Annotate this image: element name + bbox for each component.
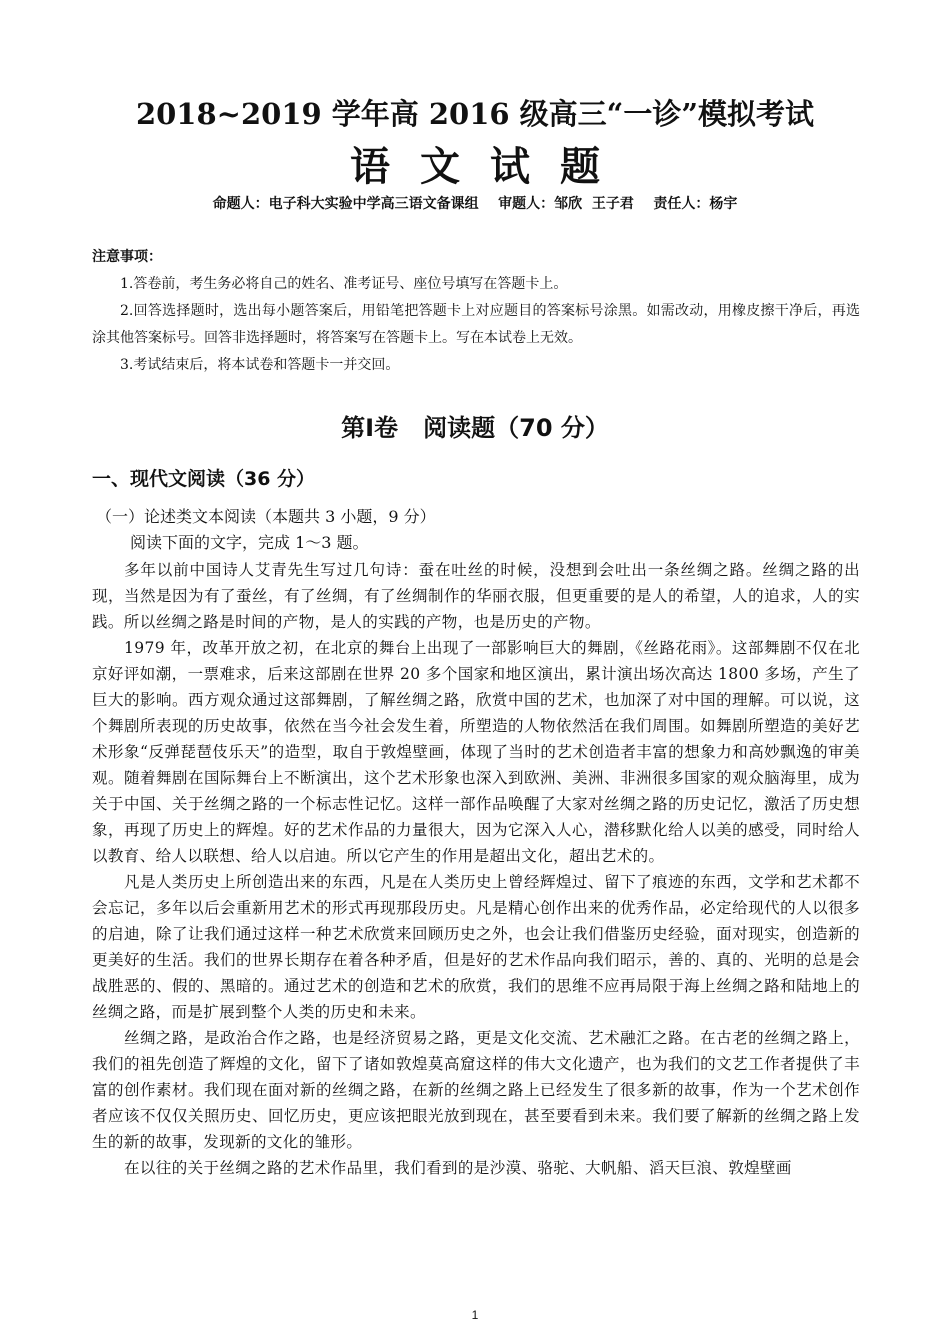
note-item: 2.回答选择题时，选出每小题答案后，用铅笔把答题卡上对应题目的答案标号涂黑。如需改动，用橡皮擦干净后，再选涂其他答案标号。回答非选择题时，将答案写在答题卡上。写在本试卷上无效。 [92,303,860,346]
notes-heading: 注意事项： [92,249,162,265]
section-title: 第Ⅰ卷 阅读题（70 分） [341,414,609,442]
passage-paragraph: 丝绸之路，是政治合作之路，也是经济贸易之路，更是文化交流、艺术融汇之路。在古老的丝绸之路上，我们的祖先创造了辉煌的文化，留下了诸如敦煌莫高窟这样的伟大文化遗产，也为我们的文艺工作者提供了丰富的创作素材。我们现在面对新的丝绸之路，在新的丝绸之路上已经发生了很多新的故事，作为一个艺术创作者应该不仅仅关照历史、回忆历史，更应该把眼光放到现在，甚至要看到未来。我们要了解新的丝绸之路上发生的新的故事，发现新的文化的雏形。 [92,1029,860,1151]
passage-paragraph: 多年以前中国诗人艾青先生写过几句诗：蚕在吐丝的时候，没想到会吐出一条丝绸之路。丝绸之路的出现，当然是因为有了蚕丝，有了丝绸，有了丝绸制作的华丽衣服，但更重要的是人的希望，人的追求，人的实践。所以丝绸之路是时间的产物，是人的实践的产物，也是历史的产物。 [92,561,860,631]
page-number: 1 [471,1308,479,1322]
reading-instruction: 阅读下面的文字，完成 1～3 题。 [130,533,369,552]
part-heading: 一、现代文阅读（36 分） [92,468,316,490]
passage-paragraph: 在以往的关于丝绸之路的艺术作品里，我们看到的是沙漠、骆驼、大帆船、滔天巨浪、敦煌壁画 [124,1159,792,1177]
passage-paragraph: 凡是人类历史上所创造出来的东西，凡是在人类历史上曾经辉煌过、留下了痕迹的东西，文学和艺术都不会忘记，多年以后会重新用艺术的形式再现那段历史。凡是精心创作出来的优秀作品，必定给现代的人以很多的启迪，除了让我们通过这样一种艺术欣赏来回顾历史之外，也会让我们借鉴历史经验，面对现实，创造新的更美好的生活。我们的世界长期存在着各种矛盾，但是好的艺术作品向我们昭示，善的、真的、光明的总是会战胜恶的、假的、黑暗的。通过艺术的创造和艺术的欣赏，我们的思维不应再局限于海上丝绸之路和陆地上的丝绸之路，而是扩展到整个人类的历史和未来。 [92,873,860,1021]
subject-title: 语文试题 [350,143,630,190]
notes-section [92,244,860,379]
exam-title: 2018~2019 学年高 2016 级高三“一诊”模拟考试 [135,97,815,131]
passage [92,557,860,1181]
passage-paragraph: 1979 年，改革开放之初，在北京的舞台上出现了一部影响巨大的舞剧，《丝路花雨》。这部舞剧不仅在北京好评如潮，一票难求，后来这部剧在世界 20 多个国家和地区演出，累计演出场次高达 1800 多场，产生了巨大的影响。西方观众通过这部舞剧，了解丝绸之路，欣赏中国的艺术，也加深了对中国的理解。可以说，这个舞剧所表现的历史故事，依然在当今社会发生着，所塑造的人物依然活在我们周围。如舞剧所塑造的美好艺术形象“反弹琵琶伎乐天”的造型，取自于敦煌壁画，体现了当时的艺术创造者丰富的想象力和高妙飘逸的审美观。随着舞剧在国际舞台上不断演出，这个艺术形象也深入到欧洲、美洲、非洲很多国家的观众脑海里，成为关于中国、关于丝绸之路的一个标志性记忆。这样一部作品唤醒了大家对丝绸之路的历史记忆，激活了历史想象，再现了历史上的辉煌。好的艺术作品的力量很大，因为它深入人心，潜移默化给人以美的感受，同时给人以教育、给人以联想、给人以启迪。所以它产生的作用是超出文化，超出艺术的。 [92,639,860,865]
note-item: 1.答卷前，考生务必将自己的姓名、准考证号、座位号填写在答题卡上。 [120,276,568,292]
note-item: 3.考试结束后，将本试卷和答题卡一并交回。 [120,357,400,373]
subpart-heading: （一）论述类文本阅读（本题共 3 小题，9 分） [96,507,436,526]
authors-line: 命题人：电子科大实验中学高三语文备课组 审题人：邹欣 王子君 责任人：杨宇 [212,196,738,212]
